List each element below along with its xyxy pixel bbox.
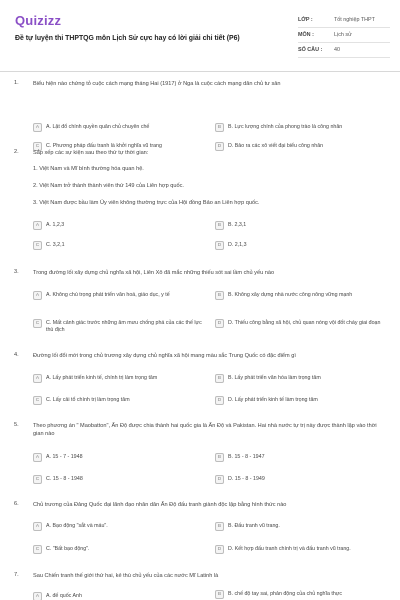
header-divider [0, 71, 400, 72]
option-letter-badge: C [33, 142, 42, 151]
option-letter-badge: A [33, 592, 42, 600]
option-letter-badge: C [33, 545, 42, 554]
question-number: 5. [14, 422, 19, 428]
option-letter-badge: B [215, 453, 224, 462]
meta-value: Tốt nghiệp THPT [334, 17, 375, 23]
option-text: C. Phương pháp đấu tranh là khởi nghĩa vũ trang [46, 143, 162, 149]
meta-value: 40 [334, 47, 340, 53]
meta-value: Lịch sử [334, 32, 352, 38]
question-statement: 2. Việt Nam trở thành thành viên thứ 149 của Liên hợp quốc. [33, 183, 184, 189]
option-text: A. Lấy phát triển kinh tế, chính trị làm trọng tâm [46, 375, 158, 381]
question-text: Sau Chiến tranh thế giới thứ hai, kẻ thù chủ yếu của các nước Mĩ Latinh là [33, 573, 219, 579]
option-letter-badge: D [215, 142, 224, 151]
option-text: B. Không xây dựng nhà nước công nông vững mạnh [228, 292, 353, 298]
question-number: 1. [14, 80, 19, 86]
option-letter-badge: C [33, 475, 42, 484]
option-letter-badge: C [33, 396, 42, 405]
question-text: Chủ trương của Đảng Quốc đại lãnh đạo nhân dân Ấn Độ đấu tranh giành độc lập bằng hình thức nào [33, 502, 287, 508]
option-b[interactable] [215, 453, 391, 462]
option-d[interactable] [215, 319, 391, 328]
document-header [0, 0, 400, 68]
option-c[interactable] [33, 241, 209, 250]
meta-key: MÔN : [298, 32, 314, 38]
question-statement: 3. Việt Nam được bầu làm Ủy viên không thường trực của Hội đồng Bảo an Liên hợp quốc. [33, 200, 260, 206]
option-d[interactable] [215, 396, 391, 405]
option-text: C. Lấy cải tổ chính trị làm trọng tâm [46, 397, 130, 403]
question-number: 4. [14, 352, 19, 358]
option-text: C. Mất cảnh giác trước những âm mưu chống phá của các thế lực thù địch [46, 320, 202, 333]
option-text: D. Bảo ra các xô viết đại biểu công nhân [228, 143, 324, 149]
option-c[interactable] [33, 319, 209, 334]
document-title: Đề tự luyện thi THPTQG môn Lịch Sử cực hay có lời giải chi tiết (P6) [15, 35, 240, 42]
option-d[interactable] [215, 241, 391, 250]
option-b[interactable] [215, 374, 391, 383]
question-number: 2. [14, 149, 19, 155]
option-text: A. 1,2,3 [46, 222, 65, 228]
option-a[interactable] [33, 453, 209, 462]
option-letter-badge: B [215, 291, 224, 300]
question-number: 3. [14, 269, 19, 275]
meta-key: SỐ CÂU : [298, 47, 323, 53]
option-a[interactable] [33, 291, 209, 300]
option-letter-badge: A [33, 522, 42, 531]
option-c[interactable] [33, 396, 209, 405]
option-letter-badge: D [215, 475, 224, 484]
option-text: C. 3,2,1 [46, 242, 65, 248]
option-a[interactable] [33, 374, 209, 383]
option-a[interactable] [33, 592, 209, 600]
option-text: A. 15 - 7 - 1948 [46, 454, 83, 460]
option-text: D. Kết hợp đấu tranh chính trị và đấu tranh vũ trang. [228, 546, 351, 552]
meta-row-class [298, 13, 390, 28]
option-b[interactable] [215, 221, 391, 230]
option-letter-badge: C [33, 241, 42, 250]
question-text: Trong đường lối xây dựng chủ nghĩa xã hội, Liên Xô đã mắc những thiếu sót sai lầm chủ yếu nào [33, 270, 275, 276]
question-number: 6. [14, 501, 19, 507]
option-text: C. 15 - 8 - 1948 [46, 476, 83, 482]
question-text: Biểu hiện nào chứng tỏ cuộc cách mạng tháng Hai (1917) ở Nga là cuộc cách mạng dân chủ tư sản [33, 81, 281, 87]
option-text: B. chế độ tay sai, phản động của chủ nghĩa thực [228, 591, 342, 597]
option-b[interactable] [215, 291, 391, 300]
option-letter-badge: A [33, 221, 42, 230]
option-letter-badge: A [33, 123, 42, 132]
option-c[interactable] [33, 545, 209, 554]
option-text: B. 2,3,1 [228, 222, 247, 228]
question-text: Đường lối đổi mới trong chủ trương xây dựng chủ nghĩa xã hội mang màu sắc Trung Quốc có đặc điểm gì [33, 353, 296, 359]
option-letter-badge: A [33, 374, 42, 383]
option-text: D. Thiếu công bằng xã hội, chủ quan nóng vội đốt cháy giai đoạn [228, 320, 381, 326]
meta-key: LỚP : [298, 17, 313, 23]
question-text: Theo phương án " Maobatton", Ấn Độ được chia thành hai quốc gia là Ấn Độ và Pakistan. Hai nhà nước tự trị này được thành lập vào thời gian nào [33, 423, 377, 437]
option-b[interactable] [215, 123, 391, 132]
meta-table [298, 13, 390, 58]
option-text: B. Đấu tranh vũ trang. [228, 523, 280, 529]
option-text: A. Lật đổ chính quyền quân chủ chuyên chế [46, 124, 150, 130]
option-letter-badge: B [215, 522, 224, 531]
option-b[interactable] [215, 522, 391, 531]
option-text: D. Lấy phát triển kinh tế làm trọng tâm [228, 397, 318, 403]
option-a[interactable] [33, 221, 209, 230]
option-letter-badge: B [215, 590, 224, 599]
option-d[interactable] [215, 545, 391, 554]
option-a[interactable] [33, 522, 209, 531]
option-text: A. đế quốc Anh [46, 593, 82, 599]
option-a[interactable] [33, 123, 209, 132]
option-letter-badge: D [215, 319, 224, 328]
option-letter-badge: B [215, 123, 224, 132]
question-number: 7. [14, 572, 19, 578]
option-letter-badge: A [33, 453, 42, 462]
option-letter-badge: B [215, 221, 224, 230]
option-text: A. Không chú trọng phát triển văn hoá, giáo dục, y tế [46, 292, 170, 298]
option-letter-badge: D [215, 396, 224, 405]
question-statement: 1. Việt Nam và Mĩ bình thường hóa quan hệ. [33, 166, 144, 172]
option-text: B. Lấy phát triển văn hóa làm trọng tâm [228, 375, 321, 381]
option-c[interactable] [33, 475, 209, 484]
option-text: C. "Bất bạo động". [46, 546, 90, 552]
option-b[interactable] [215, 590, 391, 599]
option-letter-badge: A [33, 291, 42, 300]
option-letter-badge: D [215, 241, 224, 250]
question-text: Sắp xếp các sự kiện sau theo thứ tự thời gian: [33, 150, 149, 156]
option-text: B. Lực lượng chính của phong trào là công nhân [228, 124, 343, 130]
meta-row-subject [298, 28, 390, 43]
option-letter-badge: D [215, 545, 224, 554]
meta-row-count [298, 43, 390, 58]
option-text: A. Bạo động "sắt và máu". [46, 523, 108, 529]
option-text: D. 2,1,3 [228, 242, 247, 248]
option-letter-badge: B [215, 374, 224, 383]
quizizz-logo: Quizizz [15, 13, 62, 28]
option-text: D. 15 - 8 - 1949 [228, 476, 265, 482]
option-letter-badge: C [33, 319, 42, 328]
option-d[interactable] [215, 475, 391, 484]
option-text: B. 15 - 8 - 1947 [228, 454, 265, 460]
